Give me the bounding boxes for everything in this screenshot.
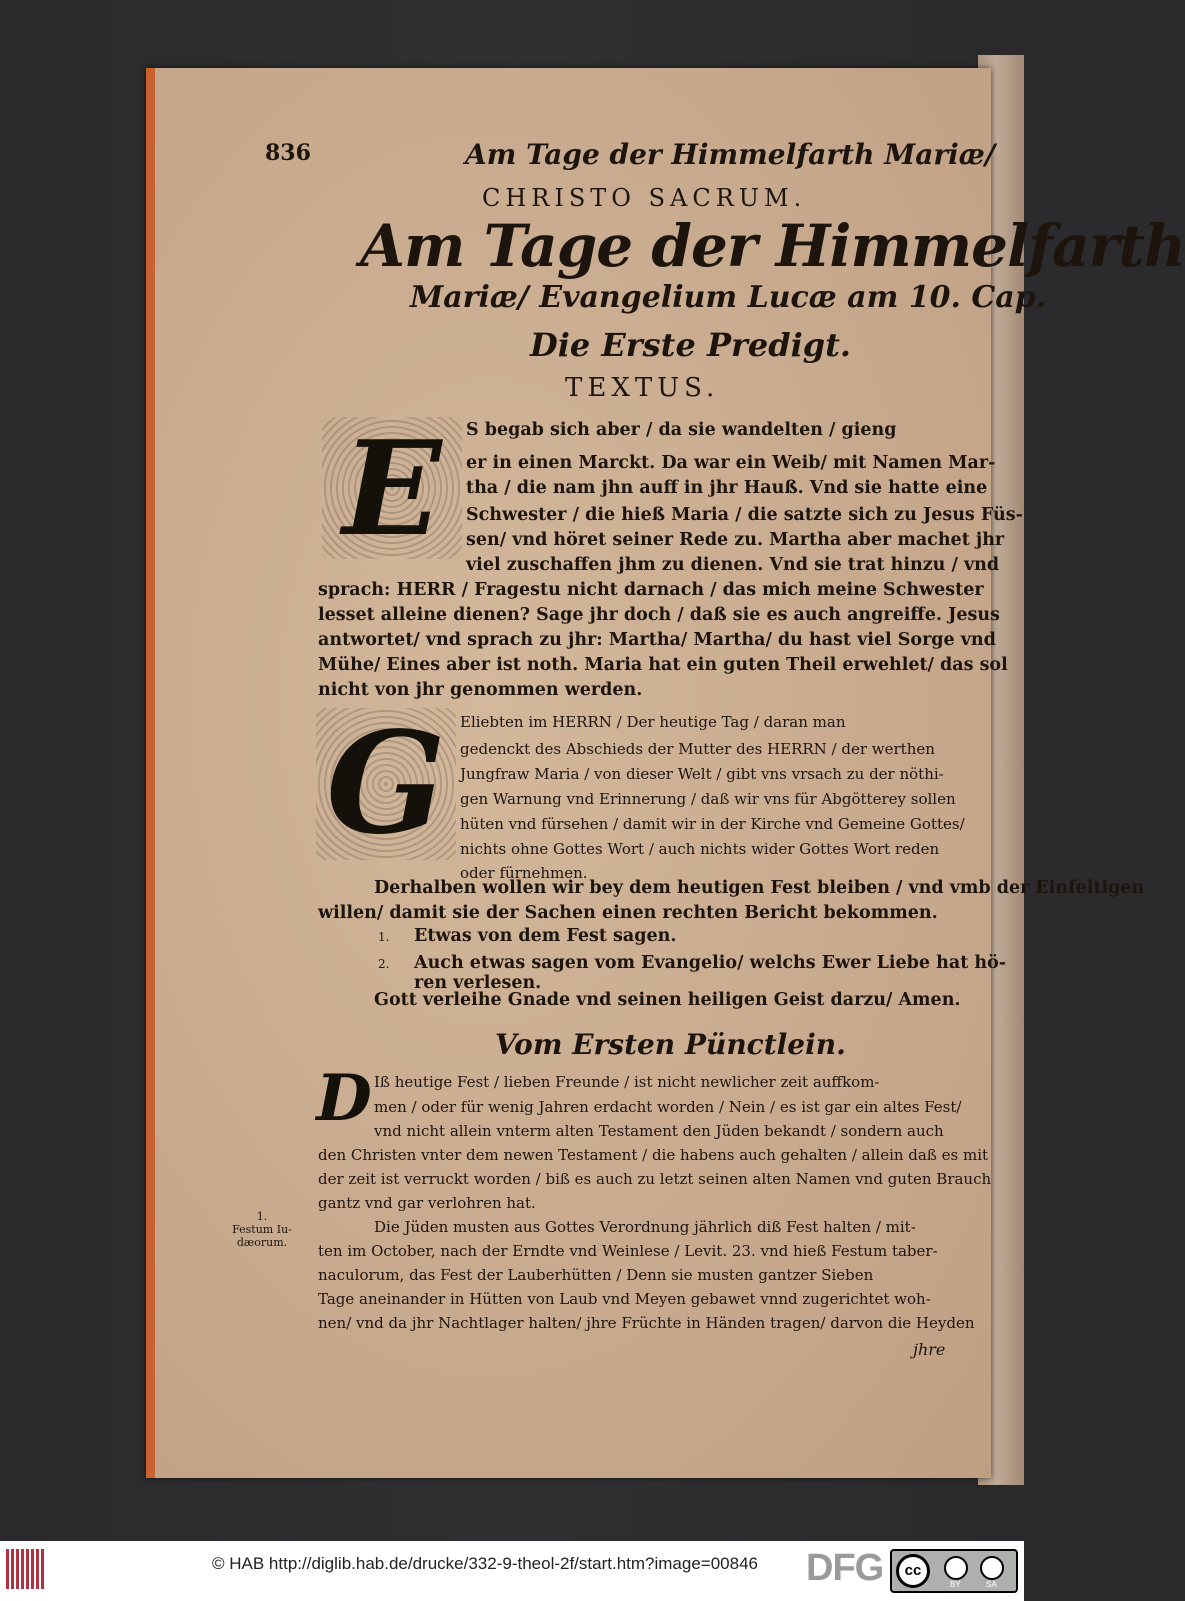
initial-d: D bbox=[316, 1060, 372, 1136]
catchword: jhre bbox=[913, 1340, 946, 1359]
margin-note-number: 1. bbox=[256, 1210, 268, 1223]
section-line: nen/ vnd da jhr Nachtlager halten/ jhre Früchte in Händen tragen/ darvon die Heyden bbox=[318, 1314, 975, 1332]
point-text: ren verlesen. bbox=[414, 973, 542, 993]
textus-line: antwortet/ vnd sprach zu jhr: Martha/ Martha/ du hast viel Sorge vnd bbox=[318, 630, 996, 650]
section-line: den Christen vnter dem newen Testament / die habens auch gehalten / allein daß es mit bbox=[318, 1146, 989, 1164]
cc-icon: cc bbox=[896, 1554, 930, 1588]
footer-bar bbox=[0, 1541, 1024, 1601]
dfg-logo: DFG bbox=[806, 1547, 884, 1589]
textus-label: TEXTUS. bbox=[565, 373, 720, 403]
intro-line: Jungfraw Maria / von dieser Welt / gibt vns vrsach zu der nöthi- bbox=[460, 765, 944, 783]
cc-license-badge[interactable] bbox=[890, 1549, 1018, 1593]
textus-line: sen/ vnd höret seiner Rede zu. Martha aber machet jhr bbox=[466, 530, 1005, 550]
textus-line: nicht von jhr genommen werden. bbox=[318, 680, 643, 700]
decorated-initial-g: G bbox=[316, 708, 456, 860]
by-label: BY bbox=[950, 1580, 961, 1589]
margin-note-text: Festum Iu-dæorum. bbox=[232, 1223, 292, 1250]
prayer-line: Gott verleihe Gnade vnd seinen heiligen Geist darzu/ Amen. bbox=[374, 990, 961, 1010]
textus-line: Schwester / die hieß Maria / die satzte sich zu Jesus Füs- bbox=[466, 505, 1023, 525]
dedication: CHRISTO SACRUM. bbox=[482, 184, 807, 212]
section-line: gantz vnd gar verlohren hat. bbox=[318, 1194, 536, 1212]
point-number: 2. bbox=[378, 957, 390, 971]
purpose-line: Derhalben wollen wir bey dem heutigen Fest bleiben / vnd vmb der Einfeltigen bbox=[374, 878, 1145, 898]
section-heading: Vom Ersten Pünctlein. bbox=[495, 1028, 846, 1061]
section-line: vnd nicht allein vnterm alten Testament den Jüden bekandt / sondern auch bbox=[374, 1122, 944, 1140]
textus-line: tha / die nam jhn auff in jhr Hauß. Vnd sie hatte eine bbox=[466, 478, 988, 498]
sermon-title: Die Erste Predigt. bbox=[530, 326, 852, 364]
section-line: Tage aneinander in Hütten von Laub vnd Meyen gebawet vnnd zugerichtet woh- bbox=[318, 1290, 931, 1308]
textus-line: sprach: HERR / Fragestu nicht darnach / das mich meine Schwester bbox=[318, 580, 984, 600]
decorated-initial-e: E bbox=[322, 417, 462, 559]
intro-line: gen Warnung vnd Erinnerung / daß wir vns für Abgötterey sollen bbox=[460, 790, 956, 808]
section-line: Iß heutige Fest / lieben Freunde / ist nicht newlicher zeit auffkom- bbox=[374, 1073, 880, 1091]
textus-line: Mühe/ Eines aber ist noth. Maria hat ein guten Theil erwehlet/ das sol bbox=[318, 655, 1008, 675]
section-line: men / oder für wenig Jahren erdacht worden / Nein / es ist gar ein altes Fest/ bbox=[374, 1098, 962, 1116]
page-number: 836 bbox=[265, 140, 311, 166]
intro-line: gedenckt des Abschieds der Mutter des HERRN / der werthen bbox=[460, 740, 935, 758]
point-number: 1. bbox=[378, 930, 390, 944]
margin-note bbox=[232, 1210, 292, 1250]
running-head: Am Tage der Himmelfarth Mariæ/ bbox=[465, 138, 996, 171]
point-text: Etwas von dem Fest sagen. bbox=[414, 926, 677, 946]
sa-label: SA bbox=[986, 1580, 997, 1589]
sa-icon bbox=[980, 1556, 1004, 1580]
by-icon bbox=[944, 1556, 968, 1580]
section-line: Die Jüden musten aus Gottes Verordnung jährlich diß Fest halten / mit- bbox=[374, 1218, 916, 1236]
intro-line: oder fürnehmen. bbox=[460, 864, 588, 882]
title-line-2: Mariæ/ Evangelium Lucæ am 10. Cap. bbox=[410, 280, 1047, 315]
section-line: ten im October, nach der Erndte vnd Weinlese / Levit. 23. vnd hieß Festum taber- bbox=[318, 1242, 938, 1260]
title-line-1: Am Tage der Himmelfarth bbox=[360, 212, 1185, 280]
textus-line: S begab sich aber / da sie wandelten / gieng bbox=[466, 420, 897, 440]
textus-line: er in einen Marckt. Da war ein Weib/ mit Namen Mar- bbox=[466, 453, 996, 473]
hab-logo-icon bbox=[6, 1549, 46, 1589]
intro-line: Eliebten im HERRN / Der heutige Tag / daran man bbox=[460, 713, 846, 731]
purpose-line: willen/ damit sie der Sachen einen rechten Bericht bekommen. bbox=[318, 903, 938, 923]
point-text: Auch etwas sagen vom Evangelio/ welchs Ewer Liebe hat hö- bbox=[414, 953, 1007, 973]
section-line: der zeit ist verruckt worden / biß es auch zu letzt seinen alten Namen vnd guten Brauch bbox=[318, 1170, 992, 1188]
point-item bbox=[378, 928, 676, 946]
intro-line: nichts ohne Gottes Wort / auch nichts wider Gottes Wort reden bbox=[460, 840, 940, 858]
section-line: naculorum, das Fest der Lauberhütten / Denn sie musten gantzer Sieben bbox=[318, 1266, 874, 1284]
textus-line: lesset alleine dienen? Sage jhr doch / daß sie es auch angreiffe. Jesus bbox=[318, 605, 1000, 625]
textus-line: viel zuschaffen jhm zu dienen. Vnd sie trat hinzu / vnd bbox=[466, 555, 1000, 575]
intro-line: hüten vnd fürsehen / damit wir in der Kirche vnd Gemeine Gottes/ bbox=[460, 815, 965, 833]
copyright-link[interactable]: © HAB http://diglib.hab.de/drucke/332-9-theol-2f/start.htm?image=00846 bbox=[212, 1554, 758, 1573]
point-item bbox=[378, 955, 1006, 973]
